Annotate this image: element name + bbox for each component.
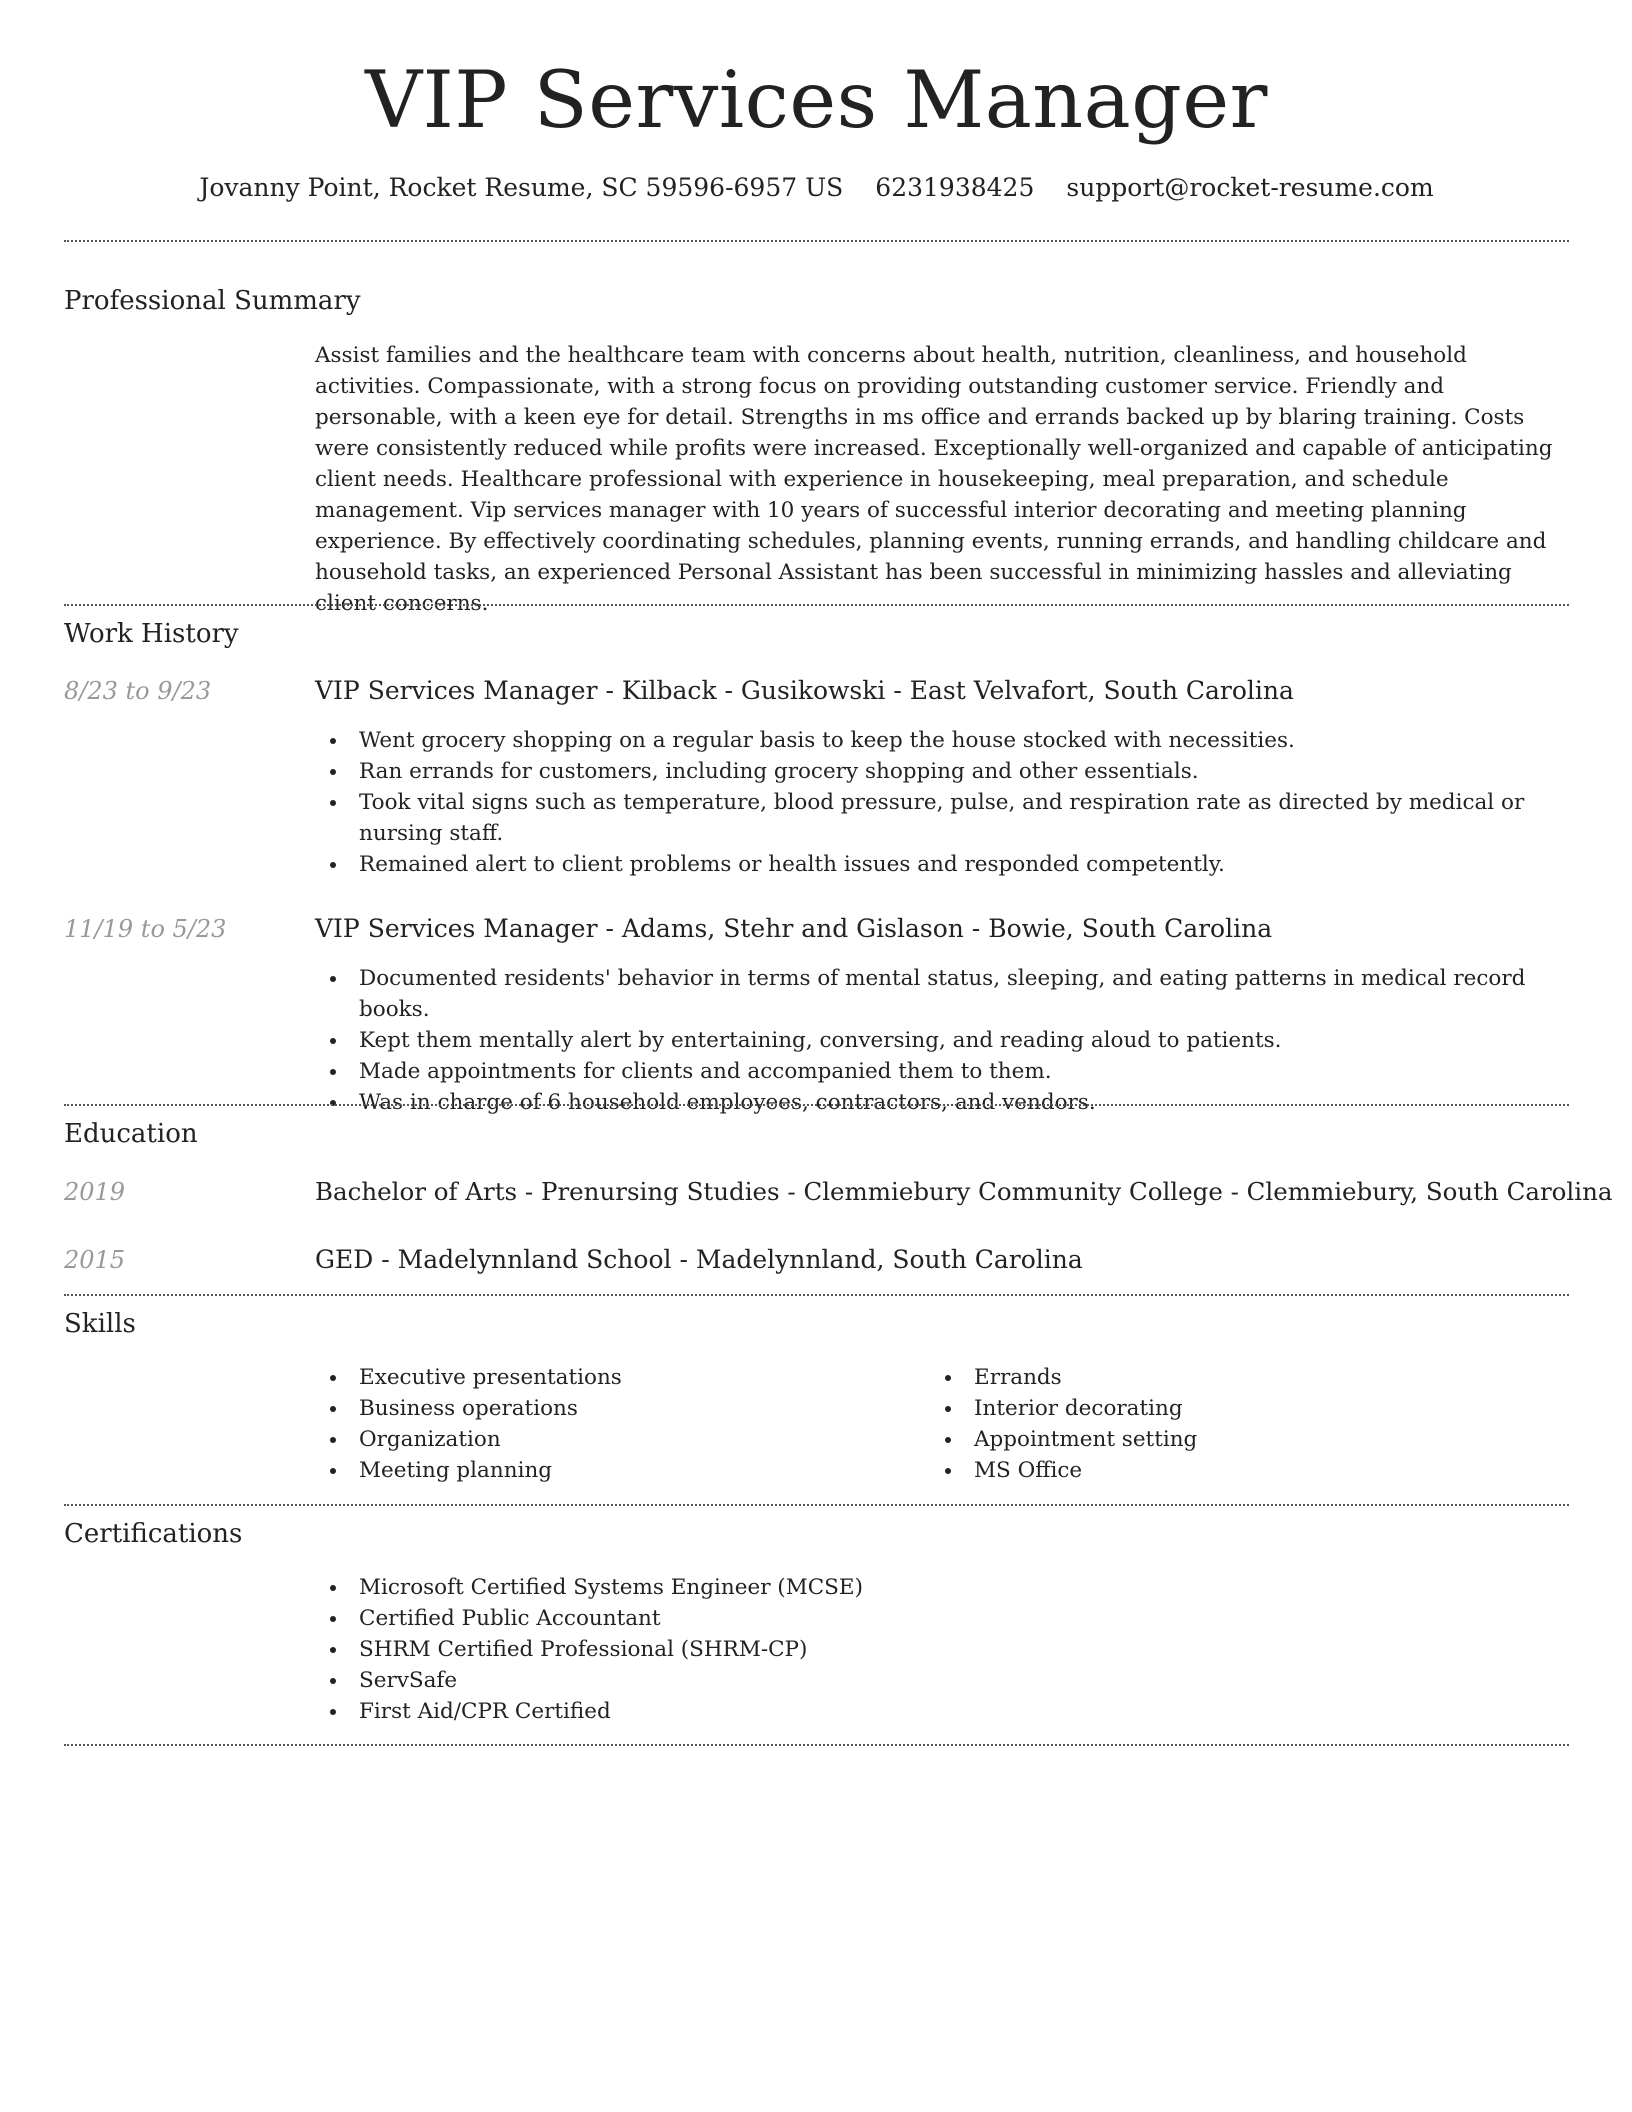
list-item: Interior decorating xyxy=(974,1393,1534,1424)
address: Jovanny Point, Rocket Resume, SC 59596-6957 US xyxy=(199,173,844,202)
list-item: SHRM Certified Professional (SHRM-CP) xyxy=(359,1634,1569,1665)
education-year: 2019 xyxy=(64,1178,126,1206)
list-item: Documented residents' behavior in terms of mental status, sleeping, and eating patterns in medical record books. xyxy=(359,963,1569,1025)
list-item: Remained alert to client problems or health issues and responded competently. xyxy=(359,849,1569,880)
list-item: Certified Public Accountant xyxy=(359,1603,1569,1634)
education-heading: Bachelor of Arts - Prenursing Studies - Clemmiebury Community College - Clemmiebury, South Carolina xyxy=(315,1177,1613,1206)
list-item: Made appointments for clients and accompanied them to them. xyxy=(359,1056,1569,1087)
divider xyxy=(64,1294,1569,1296)
list-item: MS Office xyxy=(974,1455,1534,1486)
job-bullets xyxy=(315,725,1569,880)
list-item: ServSafe xyxy=(359,1665,1569,1696)
section-title-skills: Skills xyxy=(64,1309,136,1339)
job-heading: VIP Services Manager - Kilback - Gusikowski - East Velvafort, South Carolina xyxy=(315,676,1294,705)
list-item: Went grocery shopping on a regular basis to keep the house stocked with necessities. xyxy=(359,725,1569,756)
education-heading: GED - Madelynnland School - Madelynnland, South Carolina xyxy=(315,1245,1083,1274)
divider xyxy=(64,604,1569,606)
certifications-list xyxy=(315,1572,1569,1727)
divider xyxy=(64,1744,1569,1746)
list-item: Took vital signs such as temperature, blood pressure, pulse, and respiration rate as directed by medical or nursing staff. xyxy=(359,787,1569,849)
list-item: Was in charge of 6 household employees, contractors, and vendors. xyxy=(359,1087,1569,1118)
section-title-work: Work History xyxy=(64,619,239,649)
education-year: 2015 xyxy=(64,1246,126,1274)
list-item: Organization xyxy=(359,1424,919,1455)
list-item: Ran errands for customers, including grocery shopping and other essentials. xyxy=(359,756,1569,787)
list-item: Kept them mentally alert by entertaining, conversing, and reading aloud to patients. xyxy=(359,1025,1569,1056)
list-item: Microsoft Certified Systems Engineer (MCSE) xyxy=(359,1572,1569,1603)
job-bullets xyxy=(315,963,1569,1118)
list-item: Meeting planning xyxy=(359,1455,919,1486)
resume-name: VIP Services Manager xyxy=(365,54,1268,146)
divider xyxy=(64,1504,1569,1506)
section-title-certifications: Certifications xyxy=(64,1519,243,1549)
summary-text: Assist families and the healthcare team with concerns about health, nutrition, cleanliness, and household activities. Compassionate, with a strong focus on providing outstanding customer service. Friendly and personable, with a keen eye for detail. Strengths in ms office and errands backed up by blaring training. Costs were consistently reduced while profits were increased. Exceptionally well-organized and capable of anticipating client needs. Healthcare professional with experience in housekeeping, meal preparation, and schedule management. Vip services manager with 10 years of successful interior decorating and meeting planning experience. By effectively coordinating schedules, planning events, running errands, and handling childcare and household tasks, an experienced Personal Assistant has been successful in minimizing hassles and alleviating client concerns. xyxy=(315,343,1553,616)
job-heading: VIP Services Manager - Adams, Stehr and Gislason - Bowie, South Carolina xyxy=(315,914,1273,943)
email: support@rocket-resume.com xyxy=(1066,173,1434,202)
contact-line xyxy=(64,170,1569,206)
section-title-summary: Professional Summary xyxy=(64,286,361,316)
divider xyxy=(64,1104,1569,1106)
phone: 6231938425 xyxy=(875,173,1035,202)
job-dates: 11/19 to 5/23 xyxy=(64,915,227,943)
skills-list-right xyxy=(930,1362,1534,1486)
divider xyxy=(64,240,1569,242)
section-title-education: Education xyxy=(64,1119,198,1149)
skills-list-left xyxy=(315,1362,919,1486)
job-dates: 8/23 to 9/23 xyxy=(64,677,212,705)
list-item: Executive presentations xyxy=(359,1362,919,1393)
list-item: First Aid/CPR Certified xyxy=(359,1696,1569,1727)
list-item: Business operations xyxy=(359,1393,919,1424)
list-item: Appointment setting xyxy=(974,1424,1534,1455)
list-item: Errands xyxy=(974,1362,1534,1393)
